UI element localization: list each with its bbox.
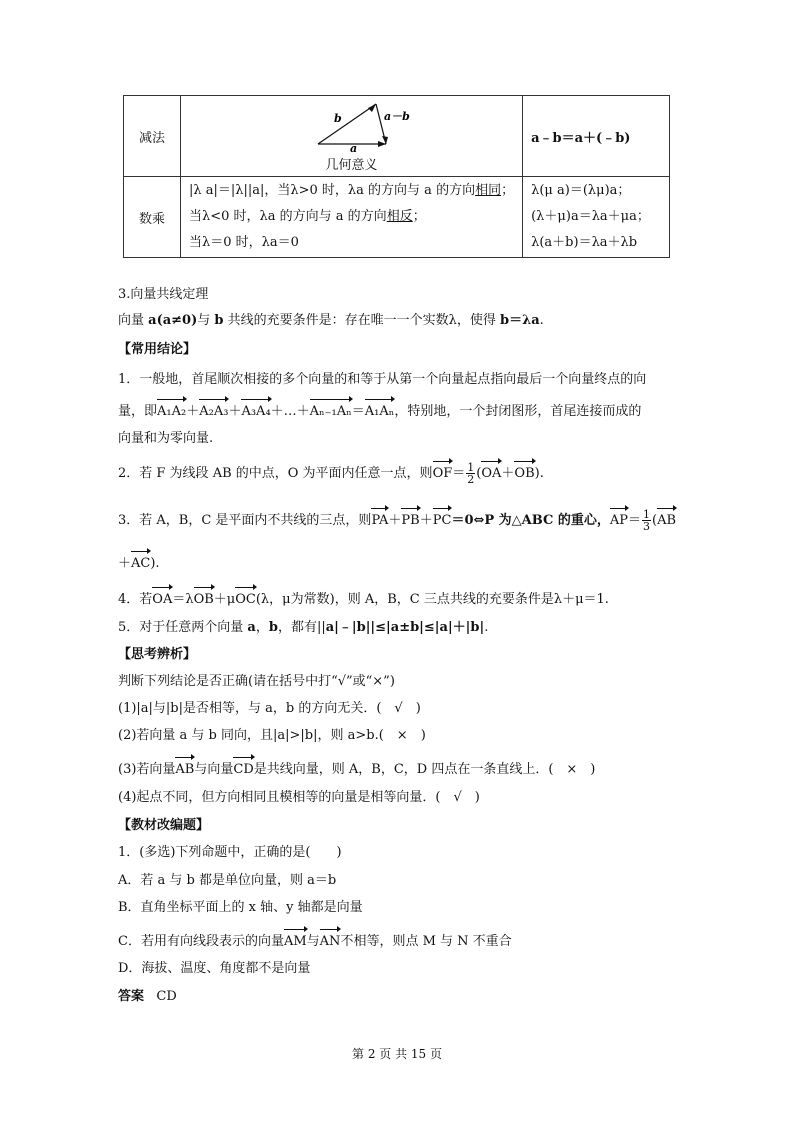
geometric-meaning-cell [181, 96, 523, 177]
operation-name: 数乘 [124, 177, 181, 258]
conclusions-heading: 【常用结论】 [118, 342, 197, 357]
answer-label: 答案 [118, 989, 145, 1004]
conclusion-5: 5．对于任意两个向量 a，b，都有||a|﹣|b||≤|a±b|≤|a|＋|b|. [118, 620, 489, 635]
vector-operations-table [123, 95, 670, 258]
answer-value: CD [156, 989, 177, 1004]
operation-laws [523, 177, 670, 258]
thinking-q1: (1)|a|与|b|是否相等，与 a，b 的方向无关．( √ ) [118, 701, 421, 716]
law-line: λ(μ a)＝(λμ)a； [531, 183, 631, 198]
geometric-meaning-caption: 几何意义 [325, 157, 378, 173]
thinking-q2: (2)若向量 a 与 b 同向，且|a|>|b|，则 a>b.( × ) [118, 728, 426, 743]
thinking-q3: (3)若向量AB与向量CD是共线向量，则 A，B，C，D 四点在一条直线上．( × ) [118, 760, 595, 780]
exercise-option-b: B．直角坐标平面上的 x 轴、y 轴都是向量 [118, 900, 363, 915]
thinking-heading: 【思考辨析】 [118, 647, 197, 662]
law-line: (λ＋μ)a＝λa＋μa； [531, 209, 650, 224]
label-b: b [333, 111, 342, 125]
exercise-option-d: D．海拔、温度、角度都不是向量 [118, 961, 311, 976]
conclusion-4: 4．若OA＝λOB＋μOC(λ，μ为常数)，则 A，B，C 三点共线的充要条件是λ＋μ＝1. [118, 590, 609, 610]
label-a: a [349, 141, 357, 152]
desc-line: |λ a|＝|λ||a|，当λ>0 时，λa 的方向与 a 的方向相同； [189, 183, 515, 198]
exercise-option-a: A．若 a 与 b 都是单位向量，则 a＝b [118, 873, 337, 888]
scalar-multiplication-description [181, 177, 523, 258]
fraction-one-half: $\frac{1}{2}$ [467, 461, 475, 486]
table-row [124, 177, 670, 258]
law-line: λ(a＋b)＝λa＋λb [531, 235, 638, 250]
collinear-theorem: 向量 a(a≠0)与 b 共线的充要条件是：存在唯一一个实数λ，使得 b＝λa. [118, 313, 544, 328]
desc-line: 当λ＝0 时，λa＝0 [189, 235, 299, 250]
conclusion-3-line-2: ＋AC). [118, 554, 160, 574]
conclusion-3-line-1: 3．若 A，B，C 是平面内不共线的三点，则PA＋PB＋PC＝0⇔P 为△ABC 的重心，AP＝ $\frac{1}{3}$ (AB [118, 508, 677, 533]
exercise-heading: 【教材改编题】 [118, 818, 210, 833]
conclusion-1-line-1: 1．一般地，首尾顺次相接的多个向量的和等于从第一个向量起点指向最后一个向量终点的向 [118, 372, 647, 387]
conclusion-1-line-2: 量，即A₁A₂＋A₂A₃＋A₃A₄＋…＋Aₙ₋₁Aₙ＝A₁Aₙ，特别地，一个封闭图形，首尾连接而成的 [118, 402, 641, 422]
page-footer: 第 2 页 共 15 页 [352, 1047, 442, 1061]
desc-line: 当λ<0 时，λa 的方向与 a 的方向相反； [189, 209, 426, 224]
subtraction-triangle-diagram [282, 100, 422, 152]
thinking-q4: (4)起点不同，但方向相同且模相等的向量是相等向量．( √ ) [118, 790, 480, 805]
conclusion-1-line-3: 向量和为零向量. [118, 431, 214, 446]
conclusion-2: 2．若 F 为线段 AB 的中点，O 为平面内任意一点，则OF＝ $\frac{1}{2}$ (OA＋OB). [118, 461, 544, 486]
operation-law: a﹣b＝a＋(﹣b) [523, 96, 670, 177]
thinking-intro: 判断下列结论是否正确(请在括号中打“√”或“×”) [118, 674, 395, 689]
label-a-minus-b: a－b [383, 109, 410, 123]
exercise-question: 1．(多选)下列命题中，正确的是( ) [118, 845, 342, 860]
exercise-option-c: C．若用有向线段表示的向量AM与AN不相等，则点 M 与 N 不重合 [118, 932, 512, 952]
section-title: 3.向量共线定理 [118, 287, 209, 302]
answer [118, 987, 177, 1007]
table-row [124, 96, 670, 177]
fraction-one-third: $\frac{1}{3}$ [643, 508, 651, 533]
operation-name: 减法 [124, 96, 181, 177]
